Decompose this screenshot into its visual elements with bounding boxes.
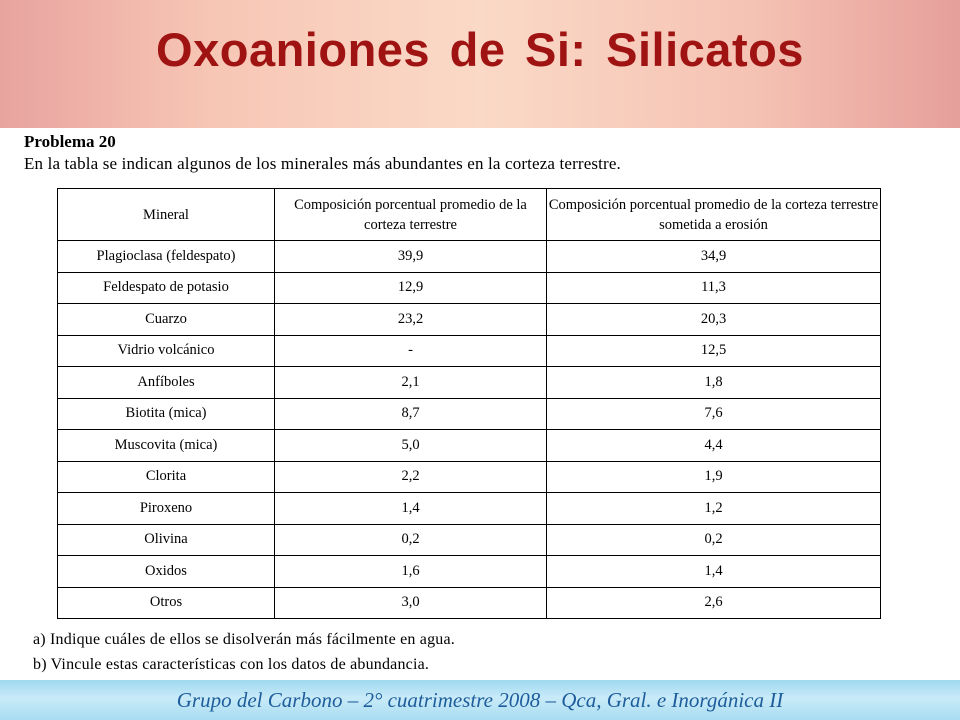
cell-eroded-percent: 7,6 xyxy=(547,398,881,430)
cell-mineral: Muscovita (mica) xyxy=(58,430,275,462)
cell-mineral: Cuarzo xyxy=(58,304,275,336)
cell-mineral: Biotita (mica) xyxy=(58,398,275,430)
cell-eroded-percent: 12,5 xyxy=(547,335,881,367)
table-row xyxy=(58,587,881,619)
cell-crust-percent: 2,1 xyxy=(275,367,547,399)
cell-mineral: Vidrio volcánico xyxy=(58,335,275,367)
cell-crust-percent: 12,9 xyxy=(275,272,547,304)
cell-crust-percent: 1,6 xyxy=(275,556,547,588)
problem-statement: En la tabla se indican algunos de los minerales más abundantes en la corteza terrestre. xyxy=(24,154,621,173)
cell-eroded-percent: 1,9 xyxy=(547,461,881,493)
table-body xyxy=(58,241,881,619)
table-row xyxy=(58,367,881,399)
table-row xyxy=(58,272,881,304)
column-header-eroded-composition: Composición porcentual promedio de la corteza terrestre sometida a erosión xyxy=(547,189,881,241)
table-row xyxy=(58,241,881,273)
cell-mineral: Piroxeno xyxy=(58,493,275,525)
minerals-table xyxy=(57,188,881,619)
table-header-row xyxy=(58,189,881,241)
cell-eroded-percent: 1,8 xyxy=(547,367,881,399)
table-row xyxy=(58,461,881,493)
cell-crust-percent: 0,2 xyxy=(275,524,547,556)
question-b: b) Vincule estas características con los datos de abundancia. xyxy=(33,656,430,673)
table-row xyxy=(58,335,881,367)
table-row xyxy=(58,304,881,336)
cell-mineral: Otros xyxy=(58,587,275,619)
table-row xyxy=(58,430,881,462)
cell-eroded-percent: 0,2 xyxy=(547,524,881,556)
column-header-crust-composition: Composición porcentual promedio de la corteza terrestre xyxy=(275,189,547,241)
cell-crust-percent: 2,2 xyxy=(275,461,547,493)
table-row xyxy=(58,493,881,525)
cell-mineral: Clorita xyxy=(58,461,275,493)
cell-mineral: Anfíboles xyxy=(58,367,275,399)
cell-eroded-percent: 1,4 xyxy=(547,556,881,588)
cell-eroded-percent: 2,6 xyxy=(547,587,881,619)
cell-eroded-percent: 20,3 xyxy=(547,304,881,336)
cell-crust-percent: 1,4 xyxy=(275,493,547,525)
cell-crust-percent: 39,9 xyxy=(275,241,547,273)
cell-eroded-percent: 4,4 xyxy=(547,430,881,462)
cell-crust-percent: 23,2 xyxy=(275,304,547,336)
question-a: a) Indique cuáles de ellos se disolverán más fácilmente en agua. xyxy=(33,631,455,648)
cell-crust-percent: 5,0 xyxy=(275,430,547,462)
cell-crust-percent: - xyxy=(275,335,547,367)
slide-title: Oxoaniones de Si: Silicatos xyxy=(156,23,804,76)
problem-heading: Problema 20 xyxy=(24,132,116,151)
cell-eroded-percent: 1,2 xyxy=(547,493,881,525)
cell-eroded-percent: 34,9 xyxy=(547,241,881,273)
cell-mineral: Oxidos xyxy=(58,556,275,588)
cell-crust-percent: 3,0 xyxy=(275,587,547,619)
footer-text: Grupo del Carbono – 2° cuatrimestre 2008 – Qca, Gral. e Inorgánica II xyxy=(176,688,784,712)
column-header-mineral: Mineral xyxy=(58,189,275,241)
cell-crust-percent: 8,7 xyxy=(275,398,547,430)
table-row xyxy=(58,524,881,556)
table-row xyxy=(58,556,881,588)
table-row xyxy=(58,398,881,430)
cell-eroded-percent: 11,3 xyxy=(547,272,881,304)
cell-mineral: Plagioclasa (feldespato) xyxy=(58,241,275,273)
cell-mineral: Feldespato de potasio xyxy=(58,272,275,304)
cell-mineral: Olivina xyxy=(58,524,275,556)
